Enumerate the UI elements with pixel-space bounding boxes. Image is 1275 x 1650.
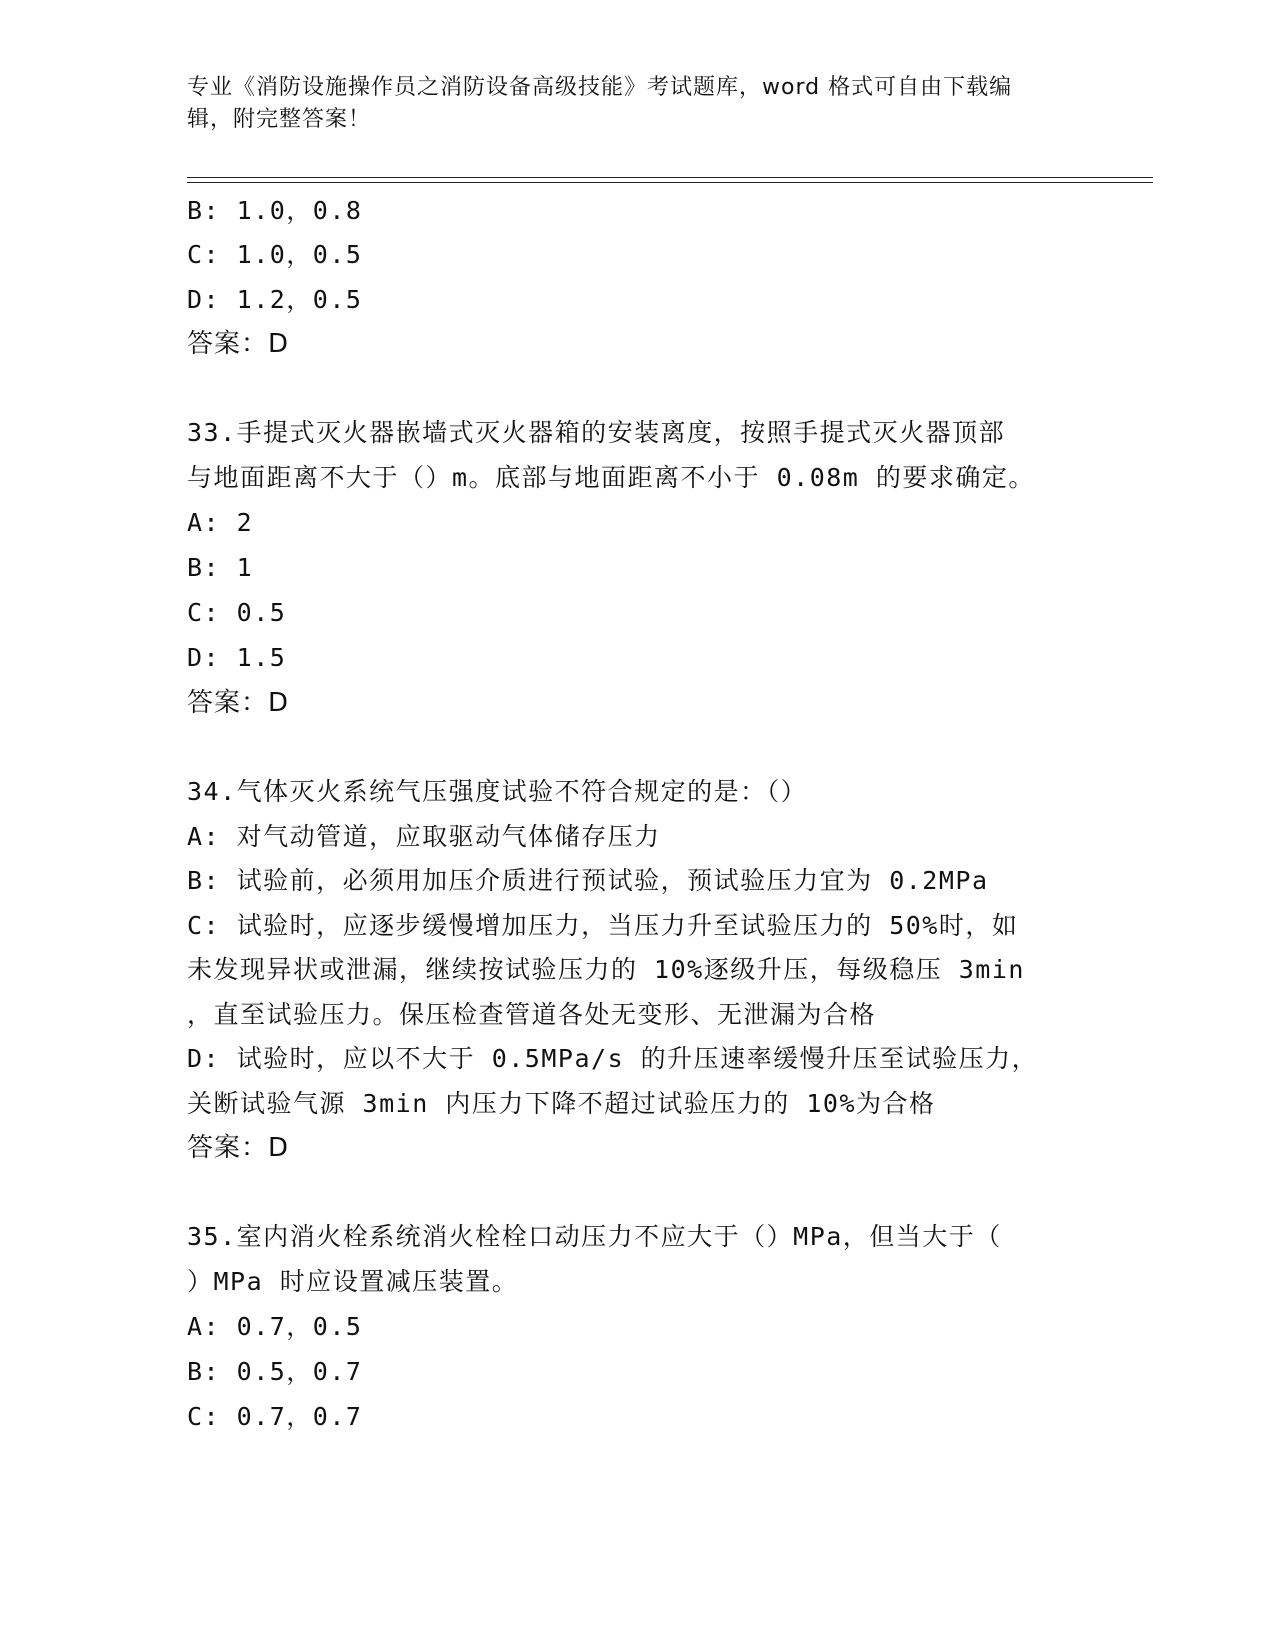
q32-answer: 答案：D — [187, 329, 290, 359]
q34-stem: 34.气体灭火系统气压强度试验不符合规定的是：（） — [187, 777, 808, 806]
q33-answer: 答案：D — [187, 688, 290, 718]
header-divider-bottom — [187, 182, 1153, 183]
q35-stem-line-2: ）MPa 时应设置减压装置。 — [187, 1267, 519, 1296]
q35-stem-line-1: 35.室内消火栓系统消火栓栓口动压力不应大于（）MPa，但当大于（ — [187, 1222, 1002, 1251]
header-line-2: 辑，附完整答案！ — [187, 107, 372, 132]
q32-option-d: D: 1.2，0.5 — [187, 285, 363, 314]
q34-option-c-line-1: C: 试验时，应逐步缓慢增加压力，当压力升至试验压力的 50%时，如 — [187, 911, 1019, 940]
header-line-1: 专业《消防设施操作员之消防设备高级技能》考试题库，word 格式可自由下载编 — [187, 75, 1013, 100]
q34-option-c-line-3: ，直至试验压力。保压检查管道各处无变形、无泄漏为合格 — [187, 1000, 877, 1029]
q35-option-b: B: 0.5，0.7 — [187, 1357, 363, 1386]
q33-stem-line-2: 与地面距离不大于（）m。底部与地面距离不小于 0.08m 的要求确定。 — [187, 463, 1035, 492]
q33-option-d: D: 1.5 — [187, 643, 287, 672]
q34-option-a: A: 对气动管道，应取驱动气体储存压力 — [187, 822, 661, 851]
q35-option-c: C: 0.7，0.7 — [187, 1402, 363, 1431]
q32-option-c: C: 1.0，0.5 — [187, 240, 363, 269]
q33-stem-line-1: 33.手提式灭火器嵌墙式灭火器箱的安装离度，按照手提式灭火器顶部 — [187, 418, 1006, 447]
q34-option-b: B: 试验前，必须用加压介质进行预试验，预试验压力宜为 0.2MPa — [187, 866, 989, 895]
q33-option-c: C: 0.5 — [187, 598, 287, 627]
q33-option-a: A: 2 — [187, 508, 254, 537]
q34-option-c-line-2: 未发现异状或泄漏，继续按试验压力的 10%逐级升压，每级稳压 3min — [187, 955, 1025, 984]
q32-option-b: B: 1.0，0.8 — [187, 196, 363, 225]
header-divider-top — [187, 177, 1153, 178]
q34-answer: 答案：D — [187, 1133, 290, 1163]
q33-option-b: B: 1 — [187, 553, 254, 582]
q35-option-a: A: 0.7，0.5 — [187, 1312, 363, 1341]
q34-option-d-line-2: 关断试验气源 3min 内压力下降不超过试验压力的 10%为合格 — [187, 1089, 936, 1118]
document-header — [187, 72, 1067, 136]
q34-option-d-line-1: D: 试验时，应以不大于 0.5MPa/s 的升压速率缓慢升压至试验压力， — [187, 1044, 1039, 1073]
